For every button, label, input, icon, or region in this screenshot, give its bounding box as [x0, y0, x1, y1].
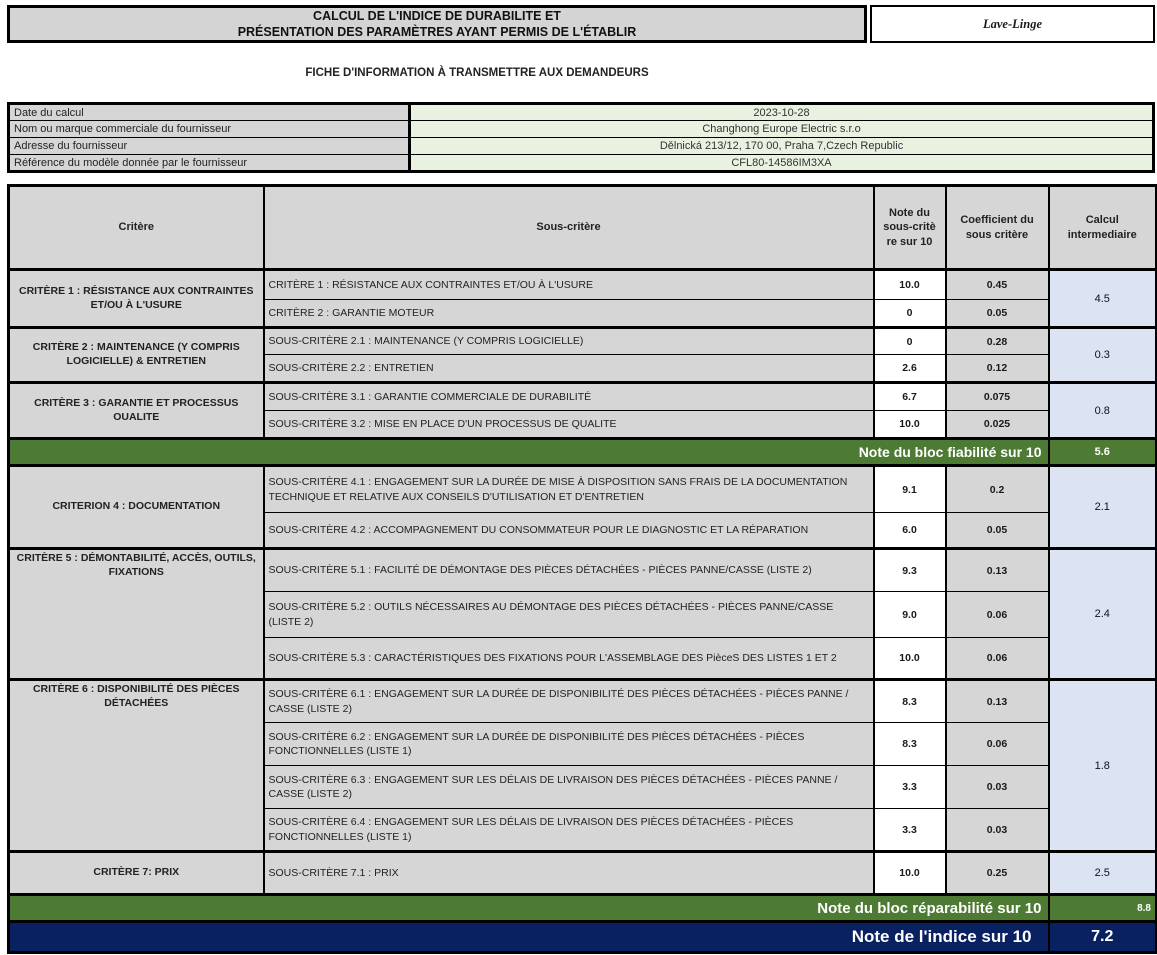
- criterion-3-label: CRITÈRE 3 : GARANTIE ET PROCESSUS OUALITE: [9, 383, 264, 439]
- subcriterion-coefficient: 0.25: [946, 852, 1049, 895]
- subcriterion-coefficient: 0.06: [946, 592, 1049, 638]
- criterion-2-intermediate: 0.3: [1049, 328, 1157, 383]
- header-bar: [7, 5, 1155, 43]
- subcriterion-coefficient: 0.03: [946, 809, 1049, 852]
- table-row: [9, 328, 1157, 355]
- column-header-calcul: Calcul intermediaire: [1049, 186, 1157, 270]
- subcriterion-coefficient: 0.13: [946, 549, 1049, 592]
- subcriterion-note: 8.3: [874, 680, 946, 723]
- table-row: [9, 383, 1157, 411]
- subcriterion-label: SOUS-CRITÈRE 5.3 : CARACTÉRISTIQUES DES FIXATIONS POUR L'ASSEMBLAGE DES PièceS DES LISTES 1 ET 2: [264, 638, 874, 680]
- subcriterion-label: CRITÈRE 1 : RÉSISTANCE AUX CONTRAINTES ET/OU À L'USURE: [264, 270, 874, 300]
- subcriterion-note: 10.0: [874, 852, 946, 895]
- column-header-critere: Critère: [9, 186, 264, 270]
- page-title: [7, 5, 867, 43]
- table-row: [9, 680, 1157, 723]
- info-row-supplier-name: [9, 121, 1154, 138]
- subcriterion-coefficient: 0.13: [946, 680, 1049, 723]
- fiability-score-row: [9, 439, 1157, 466]
- criterion-6-intermediate: 1.8: [1049, 680, 1157, 852]
- criteria-table-header-row: [9, 186, 1157, 270]
- subcriterion-note: 10.0: [874, 638, 946, 680]
- info-label-supplier-address: Adresse du fournisseur: [9, 138, 410, 155]
- page-title-line2: PRÉSENTATION DES PARAMÈTRES AYANT PERMIS DE L'ÉTABLIR: [237, 25, 637, 39]
- info-value-supplier-name: Changhong Europe Electric s.r.o: [410, 121, 1154, 138]
- info-sheet-subtitle: FICHE D'INFORMATION À TRANSMETTRE AUX DEMANDEURS: [305, 67, 649, 79]
- subcriterion-coefficient: 0.05: [946, 300, 1049, 328]
- criterion-1-label: CRITÈRE 1 : RÉSISTANCE AUX CONTRAINTES ET/OU À L'USURE: [9, 270, 264, 328]
- info-value-supplier-address: Dělnická 213/12, 170 00, Praha 7,Czech Republic: [410, 138, 1154, 155]
- subcriterion-label: SOUS-CRITÈRE 6.4 : ENGAGEMENT SUR LES DÉLAIS DE LIVRAISON DES PIÈCES DÉTACHÉES - PIÈCES FONCTIONNELLES (LISTE 1): [264, 809, 874, 852]
- subcriterion-coefficient: 0.12: [946, 355, 1049, 383]
- subcriterion-label: CRITÈRE 2 : GARANTIE MOTEUR: [264, 300, 874, 328]
- info-label-model-reference: Référence du modèle donnée par le fournisseur: [9, 155, 410, 172]
- criterion-3-intermediate: 0.8: [1049, 383, 1157, 439]
- subcriterion-label: SOUS-CRITÈRE 6.3 : ENGAGEMENT SUR LES DÉLAIS DE LIVRAISON DES PIÈCES DÉTACHÉES - PIÈCES PANNE / CASSE (LISTE 2): [264, 766, 874, 809]
- page-title-line1: CALCUL DE L'INDICE DE DURABILITE ET: [313, 8, 561, 23]
- subcriterion-label: SOUS-CRITÈRE 5.2 : OUTILS NÉCESSAIRES AU DÉMONTAGE DES PIÈCES DÉTACHÉES - PIÈCES PANNE/CASSE (LISTE 2): [264, 592, 874, 638]
- subcriterion-note: 6.0: [874, 513, 946, 549]
- table-row: [9, 549, 1157, 592]
- reparability-score-label: Note du bloc réparabilité sur 10: [9, 895, 1049, 922]
- criterion-5-label: CRITÈRE 5 : DÉMONTABILITÉ, ACCÈS, OUTILS, FIXATIONS: [9, 549, 264, 680]
- subcriterion-note: 0: [874, 300, 946, 328]
- subcriterion-coefficient: 0.025: [946, 411, 1049, 439]
- index-score-value: 7.2: [1049, 922, 1157, 953]
- subcriterion-label: SOUS-CRITÈRE 3.1 : GARANTIE COMMERCIALE DE DURABILITÉ: [264, 383, 874, 411]
- subcriterion-label: SOUS-CRITÈRE 7.1 : PRIX: [264, 852, 874, 895]
- subcriterion-label: SOUS-CRITÈRE 2.2 : ENTRETIEN: [264, 355, 874, 383]
- subcriterion-label: SOUS-CRITÈRE 5.1 : FACILITÉ DE DÉMONTAGE DES PIÈCES DÉTACHÉES - PIÈCES PANNE/CASSE (LISTE 2): [264, 549, 874, 592]
- subcriterion-label: SOUS-CRITÈRE 6.2 : ENGAGEMENT SUR LA DURÉE DE DISPONIBILITÉ DES PIÈCES DÉTACHÉES - PIÈCES FONCTIONNELLES (LISTE 1): [264, 723, 874, 766]
- column-header-sous-critere: Sous-critère: [264, 186, 874, 270]
- subcriterion-note: 3.3: [874, 766, 946, 809]
- subcriterion-label: SOUS-CRITÈRE 6.1 : ENGAGEMENT SUR LA DURÉE DE DISPONIBILITÉ DES PIÈCES DÉTACHÉES - PIÈCES PANNE / CASSE (LISTE 2): [264, 680, 874, 723]
- subcriterion-coefficient: 0.28: [946, 328, 1049, 355]
- product-type-box: [870, 5, 1155, 43]
- info-label-date: Date du calcul: [9, 104, 410, 121]
- subcriterion-label: SOUS-CRITÈRE 2.1 : MAINTENANCE (Y COMPRIS LOGICIELLE): [264, 328, 874, 355]
- subcriterion-note: 2.6: [874, 355, 946, 383]
- reparability-score-row: [9, 895, 1157, 922]
- info-value-date: 2023-10-28: [410, 104, 1154, 121]
- subcriterion-coefficient: 0.06: [946, 723, 1049, 766]
- index-score-label: Note de l'indice sur 10: [9, 922, 1049, 953]
- column-header-coefficient: Coefficient du sous critère: [946, 186, 1049, 270]
- info-row-supplier-address: [9, 138, 1154, 155]
- subcriterion-note: 0: [874, 328, 946, 355]
- subcriterion-coefficient: 0.06: [946, 638, 1049, 680]
- criterion-6-label: CRITÈRE 6 : DISPONIBILITÉ DES PIÈCES DÉTACHÉES: [9, 680, 264, 852]
- criteria-table: [7, 184, 1157, 954]
- table-row: [9, 852, 1157, 895]
- table-row: [9, 270, 1157, 300]
- subcriterion-label: SOUS-CRITÈRE 3.2 : MISE EN PLACE D'UN PROCESSUS DE QUALITE: [264, 411, 874, 439]
- subcriterion-coefficient: 0.2: [946, 466, 1049, 513]
- info-row-model-reference: [9, 155, 1154, 172]
- subcriterion-label: SOUS-CRITÈRE 4.1 : ENGAGEMENT SUR LA DURÉE DE MISE À DISPOSITION SANS FRAIS DE LA DOCUMENTATION TECHNIQUE ET RELATIVE AUX CONSEILS D'UTILISATION ET D'ENTRETIEN: [264, 466, 874, 513]
- subcriterion-coefficient: 0.45: [946, 270, 1049, 300]
- info-label-supplier-name: Nom ou marque commerciale du fournisseur: [9, 121, 410, 138]
- subcriterion-note: 8.3: [874, 723, 946, 766]
- criterion-1-intermediate: 4.5: [1049, 270, 1157, 328]
- criterion-5-intermediate: 2.4: [1049, 549, 1157, 680]
- table-row: [9, 466, 1157, 513]
- subcriterion-note: 9.1: [874, 466, 946, 513]
- criterion-4-intermediate: 2.1: [1049, 466, 1157, 549]
- criterion-2-label: CRITÈRE 2 : MAINTENANCE (Y COMPRIS LOGICIELLE) & ENTRETIEN: [9, 328, 264, 383]
- subcriterion-coefficient: 0.075: [946, 383, 1049, 411]
- index-score-row: [9, 922, 1157, 953]
- subcriterion-note: 10.0: [874, 270, 946, 300]
- info-row-date: [9, 104, 1154, 121]
- subcriterion-coefficient: 0.03: [946, 766, 1049, 809]
- subcriterion-label: SOUS-CRITÈRE 4.2 : ACCOMPAGNEMENT DU CONSOMMATEUR POUR LE DIAGNOSTIC ET LA RÉPARATION: [264, 513, 874, 549]
- criterion-4-label: CRITERION 4 : DOCUMENTATION: [9, 466, 264, 549]
- info-value-model-reference: CFL80-14586IM3XA: [410, 155, 1154, 172]
- supplier-info-table: [7, 102, 1155, 173]
- subcriterion-note: 3.3: [874, 809, 946, 852]
- fiability-score-label: Note du bloc fiabilité sur 10: [9, 439, 1049, 466]
- subcriterion-note: 10.0: [874, 411, 946, 439]
- column-header-note: Note du sous-critè re sur 10: [874, 186, 946, 270]
- reparability-score-value: 8.8: [1049, 895, 1157, 922]
- fiability-score-value: 5.6: [1049, 439, 1157, 466]
- subcriterion-coefficient: 0.05: [946, 513, 1049, 549]
- product-type-label: Lave-Linge: [982, 16, 1042, 31]
- subcriterion-note: 9.3: [874, 549, 946, 592]
- criterion-7-label: CRITÈRE 7: PRIX: [9, 852, 264, 895]
- subcriterion-note: 6.7: [874, 383, 946, 411]
- subcriterion-note: 9.0: [874, 592, 946, 638]
- criterion-7-intermediate: 2.5: [1049, 852, 1157, 895]
